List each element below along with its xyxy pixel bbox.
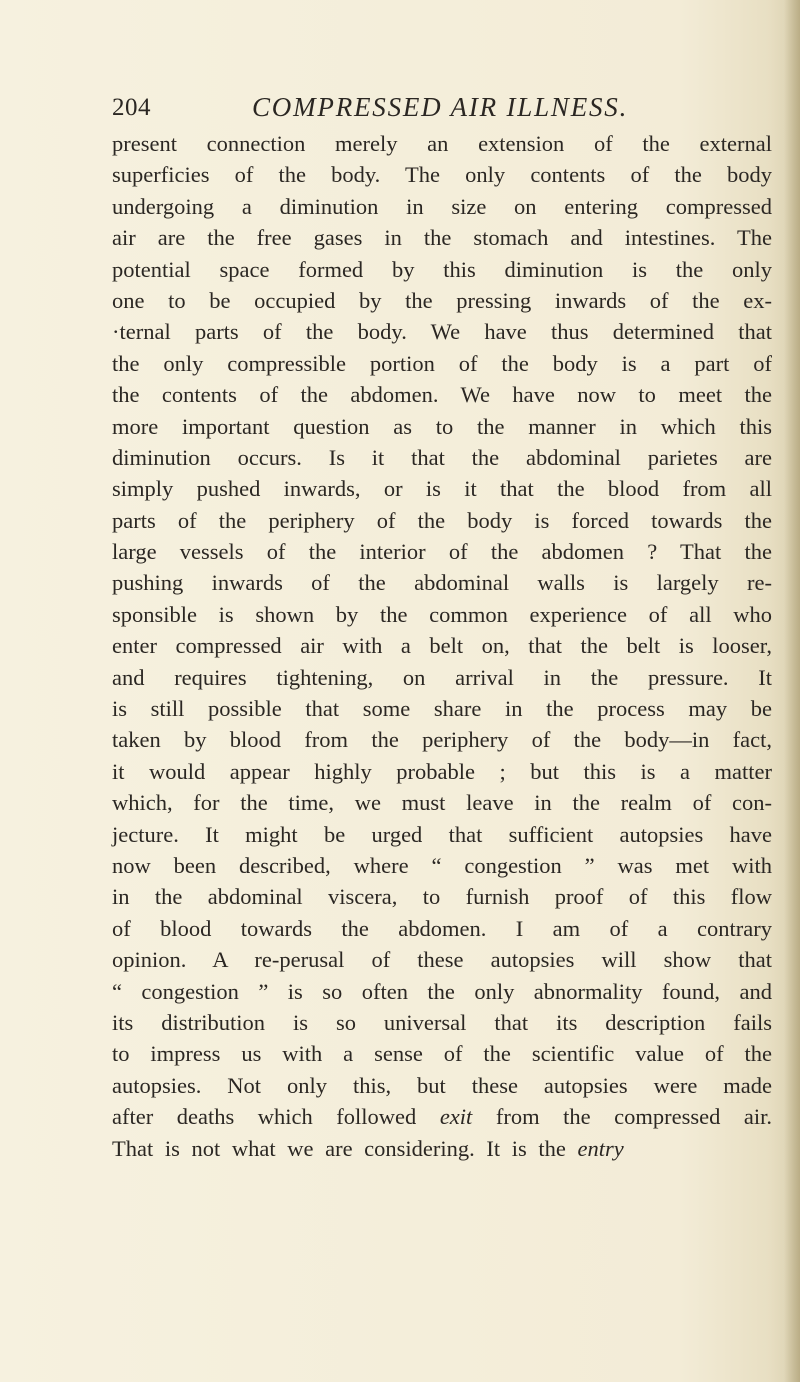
text-line: pushing inwards of the abdominal walls is largely re-	[112, 570, 772, 596]
text-line: ·ternal parts of the body. We have thus determined that	[112, 319, 772, 345]
text-line: large vessels of the interior of the abdomen ? That the	[112, 539, 772, 565]
text-line: sponsible is shown by the common experience of all who	[112, 601, 772, 627]
text-line: in the abdominal viscera, to furnish proof of this flow	[112, 884, 772, 910]
text-line: jecture. It might be urged that sufficient autopsies have	[112, 821, 772, 847]
text-line: which, for the time, we must leave in the realm of con-	[112, 790, 772, 816]
text-line: simply pushed inwards, or is it that the blood from all	[112, 476, 772, 502]
italic-word: entry	[577, 1135, 624, 1161]
text-line-with-italic	[112, 1133, 772, 1164]
running-title: COMPRESSED AIR ILLNESS.	[252, 92, 629, 122]
line-text-start: after deaths which followed	[112, 1104, 440, 1130]
text-line: one to be occupied by the pressing inwards of the ex-	[112, 287, 772, 313]
text-line: now been described, where “ congestion ” was met with	[112, 852, 772, 878]
page-header	[0, 92, 800, 132]
text-line: potential space formed by this diminution is the only	[112, 256, 772, 282]
text-line: superficies of the body. The only contents of the body	[112, 162, 772, 188]
body-text	[112, 128, 772, 1164]
line-text-end: from the compressed air.	[472, 1104, 772, 1130]
text-line: air are the free gases in the stomach and intestines. The	[112, 225, 772, 251]
line-text-start: That is not what we are considering. It is the	[112, 1135, 578, 1161]
text-line: parts of the periphery of the body is forced towards the	[112, 507, 772, 533]
text-line: its distribution is so universal that its description fails	[112, 1009, 772, 1035]
text-line: diminution occurs. Is it that the abdominal parietes are	[112, 444, 772, 470]
page-number: 204	[112, 94, 151, 121]
text-line: autopsies. Not only this, but these autopsies were made	[112, 1072, 772, 1098]
text-line: more important question as to the manner in which this	[112, 413, 772, 439]
text-line: undergoing a diminution in size on entering compressed	[112, 193, 772, 219]
text-line: taken by blood from the periphery of the body—in fact,	[112, 727, 772, 753]
text-line: to impress us with a sense of the scientific value of the	[112, 1041, 772, 1067]
text-line: of blood towards the abdomen. I am of a contrary	[112, 915, 772, 941]
text-line: present connection merely an extension of the external	[112, 131, 772, 156]
text-line: is still possible that some share in the process may be	[112, 696, 772, 722]
text-line: the only compressible portion of the body is a part of	[112, 350, 772, 376]
text-line: the contents of the abdomen. We have now to meet the	[112, 382, 772, 408]
text-line: it would appear highly probable ; but this is a matter	[112, 758, 772, 784]
page-edge-shadow	[784, 0, 800, 1382]
italic-word: exit	[439, 1104, 473, 1130]
text-line: opinion. A re-perusal of these autopsies will show that	[112, 947, 772, 973]
text-line: and requires tightening, on arrival in the pressure. It	[112, 664, 772, 690]
text-line-with-italic	[112, 1101, 772, 1132]
text-line: “ congestion ” is so often the only abnormality found, and	[112, 978, 772, 1004]
text-line: enter compressed air with a belt on, that the belt is looser,	[112, 633, 772, 659]
